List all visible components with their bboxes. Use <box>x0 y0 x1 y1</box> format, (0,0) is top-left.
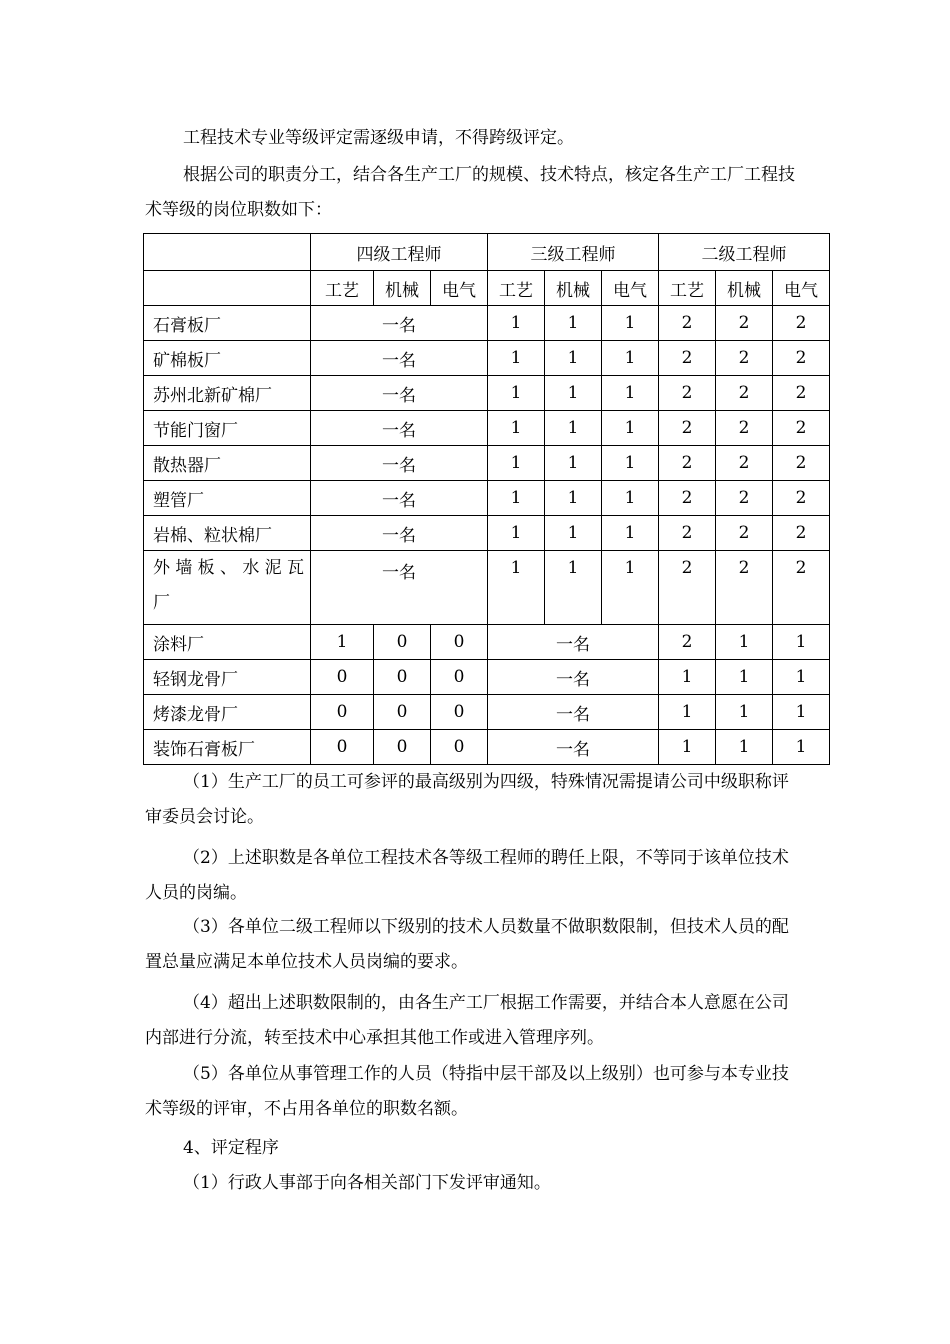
level4-merged: 一名 <box>311 376 488 411</box>
cell: 0 <box>431 625 488 660</box>
level3-merged: 一名 <box>488 660 659 695</box>
level4-merged: 一名 <box>311 306 488 341</box>
intro-line-2: 根据公司的职责分工，结合各生产工厂的规模、技术特点，核定各生产工厂工程技术等级的岗位职数如下： <box>145 165 795 220</box>
level3-merged: 一名 <box>488 695 659 730</box>
note-1: （1）生产工厂的员工可参评的最高级别为四级，特殊情况需提请公司中级职称评审委员会讨论。 <box>145 772 789 827</box>
subheader: 机械 <box>374 271 431 306</box>
note-5: （5）各单位从事管理工作的人员（特指中层干部及以上级别）也可参与本专业技术等级的评审，不占用各单位的职数名额。 <box>145 1064 789 1119</box>
cell: 1 <box>545 376 602 411</box>
table-row <box>144 695 830 730</box>
cell: 1 <box>488 446 545 481</box>
cell: 1 <box>545 446 602 481</box>
cell: 2 <box>716 551 773 625</box>
table-row <box>144 730 830 765</box>
cell: 2 <box>659 625 716 660</box>
engineer-quota-table <box>143 233 830 765</box>
cell: 1 <box>716 625 773 660</box>
table-row <box>144 306 830 341</box>
cell: 1 <box>488 306 545 341</box>
subheader: 工艺 <box>311 271 374 306</box>
cell: 1 <box>773 730 830 765</box>
table-row <box>144 376 830 411</box>
note-2: （2）上述职数是各单位工程技术各等级工程师的聘任上限，不等同于该单位技术人员的岗编。 <box>145 848 789 903</box>
cell: 1 <box>488 516 545 551</box>
cell: 1 <box>545 306 602 341</box>
factory-name: 烤漆龙骨厂 <box>144 695 311 730</box>
factory-name: 苏州北新矿棉厂 <box>144 376 311 411</box>
table-header-row-subheaders <box>144 271 830 306</box>
factory-name: 轻钢龙骨厂 <box>144 660 311 695</box>
subheader: 工艺 <box>659 271 716 306</box>
cell: 1 <box>602 411 659 446</box>
cell: 1 <box>602 376 659 411</box>
factory-name: 节能门窗厂 <box>144 411 311 446</box>
cell: 1 <box>488 481 545 516</box>
intro-line-1: 工程技术专业等级评定需逐级申请，不得跨级评定。 <box>183 128 574 148</box>
cell: 2 <box>773 551 830 625</box>
cell: 1 <box>773 660 830 695</box>
section-item-1: （1）行政人事部于向各相关部门下发评审通知。 <box>183 1173 551 1193</box>
subheader: 电气 <box>431 271 488 306</box>
group-header-level2: 二级工程师 <box>659 234 830 271</box>
section-heading: 4、评定程序 <box>183 1138 279 1158</box>
cell: 1 <box>773 695 830 730</box>
level4-merged: 一名 <box>311 551 488 625</box>
cell: 2 <box>773 376 830 411</box>
cell: 1 <box>716 730 773 765</box>
cell: 2 <box>659 376 716 411</box>
cell: 0 <box>431 695 488 730</box>
subheader: 机械 <box>716 271 773 306</box>
cell: 2 <box>716 481 773 516</box>
cell: 1 <box>488 376 545 411</box>
cell: 2 <box>716 341 773 376</box>
cell: 1 <box>545 481 602 516</box>
cell: 2 <box>716 411 773 446</box>
cell: 2 <box>773 481 830 516</box>
level4-merged: 一名 <box>311 481 488 516</box>
level4-merged: 一名 <box>311 516 488 551</box>
cell: 1 <box>602 551 659 625</box>
factory-name: 散热器厂 <box>144 446 311 481</box>
subheader: 工艺 <box>488 271 545 306</box>
factory-name: 岩棉、粒状棉厂 <box>144 516 311 551</box>
cell: 1 <box>659 695 716 730</box>
cell: 0 <box>431 660 488 695</box>
factory-name: 矿棉板厂 <box>144 341 311 376</box>
cell: 1 <box>602 306 659 341</box>
cell: 0 <box>311 695 374 730</box>
cell: 2 <box>659 341 716 376</box>
cell: 1 <box>488 411 545 446</box>
level3-merged: 一名 <box>488 730 659 765</box>
cell: 1 <box>488 341 545 376</box>
cell: 1 <box>602 481 659 516</box>
cell: 2 <box>716 516 773 551</box>
factory-name: 涂料厂 <box>144 625 311 660</box>
level4-merged: 一名 <box>311 341 488 376</box>
cell: 1 <box>716 660 773 695</box>
corner-cell-sub <box>144 271 311 306</box>
cell: 1 <box>659 660 716 695</box>
cell: 2 <box>659 516 716 551</box>
cell: 2 <box>716 306 773 341</box>
cell: 2 <box>773 411 830 446</box>
corner-cell <box>144 234 311 271</box>
cell: 2 <box>773 341 830 376</box>
cell: 1 <box>488 551 545 625</box>
cell: 0 <box>431 730 488 765</box>
note-3: （3）各单位二级工程师以下级别的技术人员数量不做职数限制，但技术人员的配置总量应满足本单位技术人员岗编的要求。 <box>145 917 789 972</box>
cell: 1 <box>545 341 602 376</box>
factory-name: 石膏板厂 <box>144 306 311 341</box>
table-row <box>144 411 830 446</box>
cell: 2 <box>716 446 773 481</box>
factory-name-line-1: 外墙板、水泥瓦 <box>153 558 304 578</box>
subheader: 电气 <box>773 271 830 306</box>
cell: 2 <box>659 411 716 446</box>
cell: 1 <box>602 516 659 551</box>
cell: 2 <box>773 306 830 341</box>
factory-name: 塑管厂 <box>144 481 311 516</box>
cell: 2 <box>716 376 773 411</box>
subheader: 机械 <box>545 271 602 306</box>
cell: 1 <box>773 625 830 660</box>
cell: 1 <box>659 730 716 765</box>
cell: 2 <box>659 306 716 341</box>
table-row <box>144 625 830 660</box>
note-4: （4）超出上述职数限制的，由各生产工厂根据工作需要，并结合本人意愿在公司内部进行分流，转至技术中心承担其他工作或进入管理序列。 <box>145 993 789 1048</box>
table-row <box>144 660 830 695</box>
factory-name <box>144 551 311 625</box>
cell: 1 <box>545 516 602 551</box>
cell: 2 <box>773 446 830 481</box>
table-row <box>144 341 830 376</box>
level4-merged: 一名 <box>311 446 488 481</box>
cell: 0 <box>311 730 374 765</box>
cell: 1 <box>602 341 659 376</box>
table-row <box>144 516 830 551</box>
cell: 0 <box>374 730 431 765</box>
cell: 2 <box>773 516 830 551</box>
cell: 0 <box>374 695 431 730</box>
cell: 2 <box>659 481 716 516</box>
factory-name: 装饰石膏板厂 <box>144 730 311 765</box>
factory-name-line-2: 厂 <box>153 593 170 613</box>
group-header-level3: 三级工程师 <box>488 234 659 271</box>
cell: 1 <box>311 625 374 660</box>
group-header-level4: 四级工程师 <box>311 234 488 271</box>
cell: 2 <box>659 551 716 625</box>
level3-merged: 一名 <box>488 625 659 660</box>
cell: 2 <box>659 446 716 481</box>
table-row <box>144 481 830 516</box>
cell: 1 <box>545 411 602 446</box>
subheader: 电气 <box>602 271 659 306</box>
cell: 1 <box>545 551 602 625</box>
table-row <box>144 551 830 625</box>
cell: 0 <box>374 660 431 695</box>
cell: 1 <box>602 446 659 481</box>
table-row <box>144 446 830 481</box>
level4-merged: 一名 <box>311 411 488 446</box>
cell: 0 <box>311 660 374 695</box>
cell: 1 <box>716 695 773 730</box>
cell: 0 <box>374 625 431 660</box>
table-header-row-groups <box>144 234 830 271</box>
